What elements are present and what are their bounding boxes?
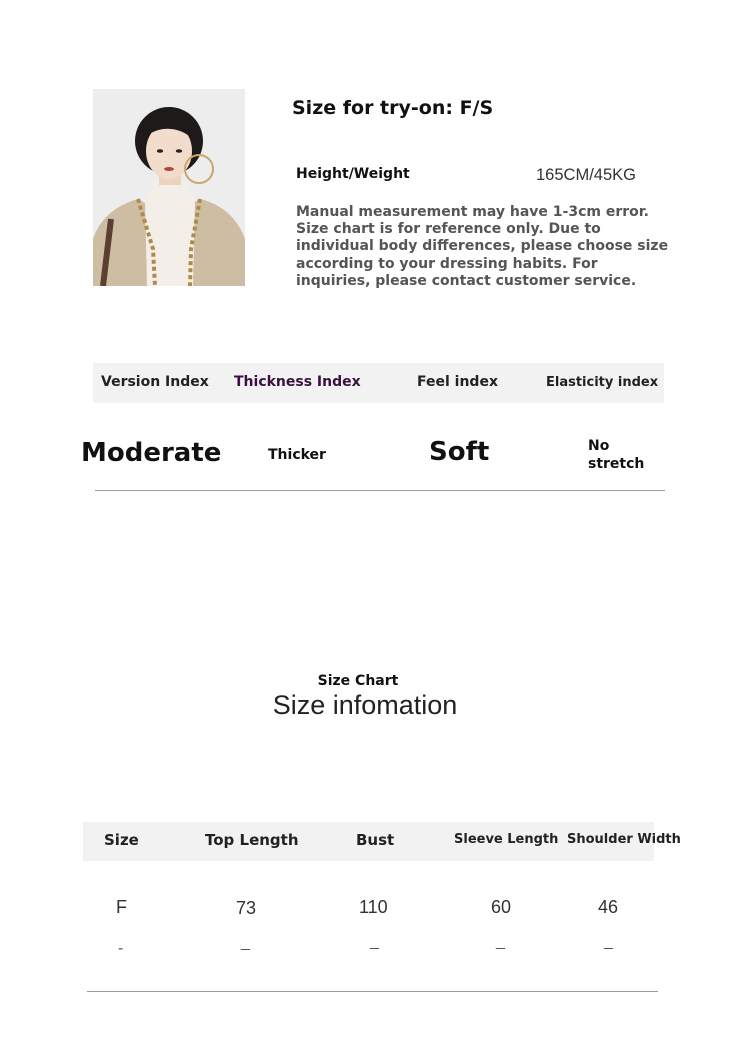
size-table-cell: _	[241, 934, 250, 951]
index-value-elasticity: No stretch	[588, 438, 645, 472]
index-value-thickness: Thicker	[268, 447, 326, 463]
tryon-size-label: Size for try-on: F/S	[292, 97, 494, 119]
index-header-thickness: Thickness Index	[234, 374, 361, 390]
size-table-cell: 60	[491, 897, 512, 917]
size-table-cell: -	[118, 940, 124, 957]
index-header-feel: Feel index	[417, 374, 498, 390]
measurement-note: Manual measurement may have 1-3cm error. Size chart is for reference only. Due to individual body differences, please choose size according to your dressing habits. For inquiries, please contact customer service.	[296, 204, 669, 289]
size-table-cell: 110	[359, 897, 388, 917]
size-table-header-shoulder-width: Shoulder Width	[567, 832, 681, 847]
size-table-cell: F	[116, 897, 127, 917]
index-header-elasticity: Elasticity index	[546, 375, 659, 390]
index-header-version: Version Index	[101, 374, 209, 390]
model-photo	[93, 89, 245, 286]
index-divider	[95, 490, 665, 491]
height-weight-value: 165CM/45KG	[536, 166, 636, 184]
size-table-header-size: Size	[104, 831, 139, 849]
size-table-header-top-length: Top Length	[205, 831, 299, 849]
size-table-header-sleeve-length: Sleeve Length	[454, 832, 559, 847]
size-table-header-bust: Bust	[356, 831, 395, 849]
size-chart-subtitle: Size Chart	[317, 673, 399, 689]
height-weight-label: Height/Weight	[296, 166, 410, 182]
size-chart-title: Size infomation	[272, 690, 458, 720]
index-value-feel: Soft	[429, 437, 490, 467]
table-bottom-divider	[87, 991, 658, 992]
size-table-cell: _	[496, 933, 505, 950]
size-table-cell: _	[604, 933, 613, 950]
index-value-version: Moderate	[81, 438, 222, 468]
size-table-cell: 73	[236, 898, 257, 918]
size-table-cell: _	[370, 933, 379, 950]
size-table-cell: 46	[598, 897, 619, 917]
